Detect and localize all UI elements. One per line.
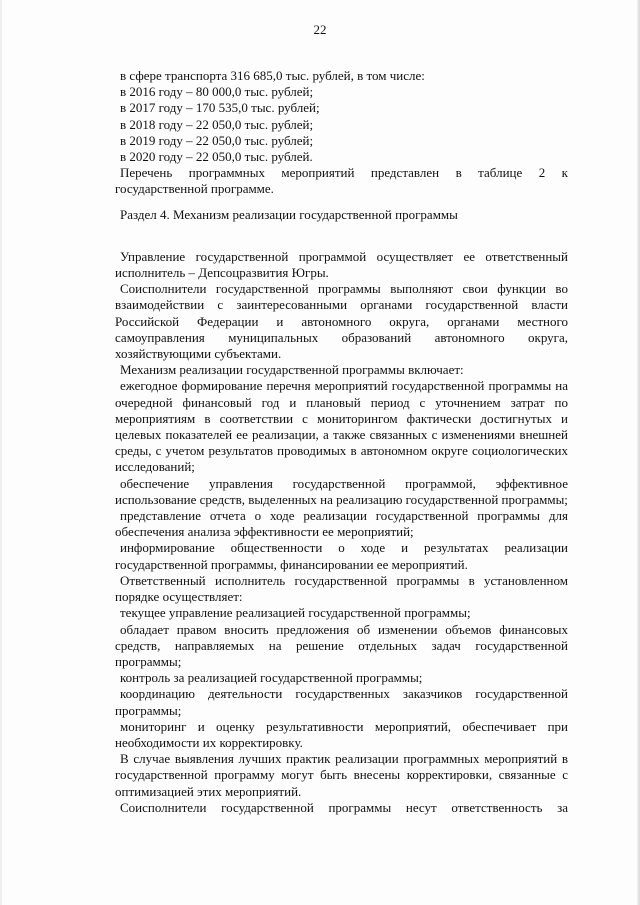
- funding-year-2018: в 2018 году – 22 050,0 тыс. рублей;: [120, 116, 314, 132]
- paragraph-responsibility: Соисполнители государственной программы несут ответственность за: [120, 799, 568, 815]
- paragraph-report: представление отчета о ходе реализации государственной программы для обеспечения анализа эффективности ее мероприятий;: [115, 508, 568, 540]
- paragraph-coexecutors: Соисполнители государственной программы выполняют свои функции во взаимодействии с заинтересованными органами государственной власти Российской Федерации и автономного округа, органами местного самоуправления муниципальных образований автономного округа, хозяйствующими субъектами.: [115, 281, 568, 362]
- section-heading: Раздел 4. Механизм реализации государственной программы: [120, 206, 458, 222]
- paragraph-responsible-executor: Ответственный исполнитель государственной программы в установленном порядке осуществляет:: [115, 572, 568, 605]
- paragraph-public-info: информирование общественности о ходе и результатах реализации государственной программы, финансировании ее мероприятий.: [115, 540, 568, 572]
- funding-year-2020: в 2020 году – 22 050,0 тыс. рублей.: [120, 149, 313, 165]
- paragraph-coordination: координацию деятельности государственных заказчиков государственной программы;: [115, 686, 568, 718]
- paragraph-funding-proposals: обладает правом вносить предложения об изменении объемов финансовых средств, направляемых на решение отдельных задач государственной программы;: [115, 621, 568, 669]
- paragraph-effective-use: обеспечение управления государственной программой, эффективное использование средств, выделенных на реализацию государственной программы;: [115, 475, 568, 507]
- paragraph-mechanism-intro: Механизм реализации государственной программы включает:: [120, 362, 464, 378]
- funding-year-2017: в 2017 году – 170 535,0 тыс. рублей;: [120, 100, 320, 116]
- page-left-edge: [0, 0, 2, 905]
- funding-year-2016: в 2016 году – 80 000,0 тыс. рублей;: [120, 84, 314, 100]
- paragraph-monitoring: мониторинг и оценку результативности мероприятий, обеспечивает при необходимости их корректировку.: [115, 718, 568, 750]
- funding-total-line: в сфере транспорта 316 685,0 тыс. рублей, в том числе:: [120, 68, 425, 83]
- page-number: 22: [313, 22, 327, 37]
- paragraph-best-practices: В случае выявления лучших практик реализации программных мероприятий в государственной программу могут быть внесены корректировки, связанные с оптимизацией этих мероприятий.: [115, 751, 568, 799]
- table-note-line-1: Перечень программных мероприятий представлен в таблице 2 к: [120, 165, 568, 181]
- paragraph-annual-formation: ежегодное формирование перечня мероприятий государственной программы на очередной финансовый год и плановый период с уточнением затрат по мероприятиям в соответствии с мониторингом фактически достигнутых и целевых показателей ее реализации, а также связанных с изменениями внешней среды, с учетом результатов проводимых в автономном округе социологических исследований;: [115, 378, 568, 475]
- paragraph-current-management: текущее управление реализацией государственной программы;: [120, 605, 471, 621]
- table-note-line-2: государственной программе.: [115, 181, 274, 197]
- paragraph-management: Управление государственной программой осуществляет ее ответственный исполнитель – Депсоцразвития Югры.: [115, 248, 568, 281]
- paragraph-control: контроль за реализацией государственной программы;: [120, 670, 423, 686]
- funding-year-2019: в 2019 году – 22 050,0 тыс. рублей;: [120, 132, 314, 148]
- document-body: [115, 68, 568, 816]
